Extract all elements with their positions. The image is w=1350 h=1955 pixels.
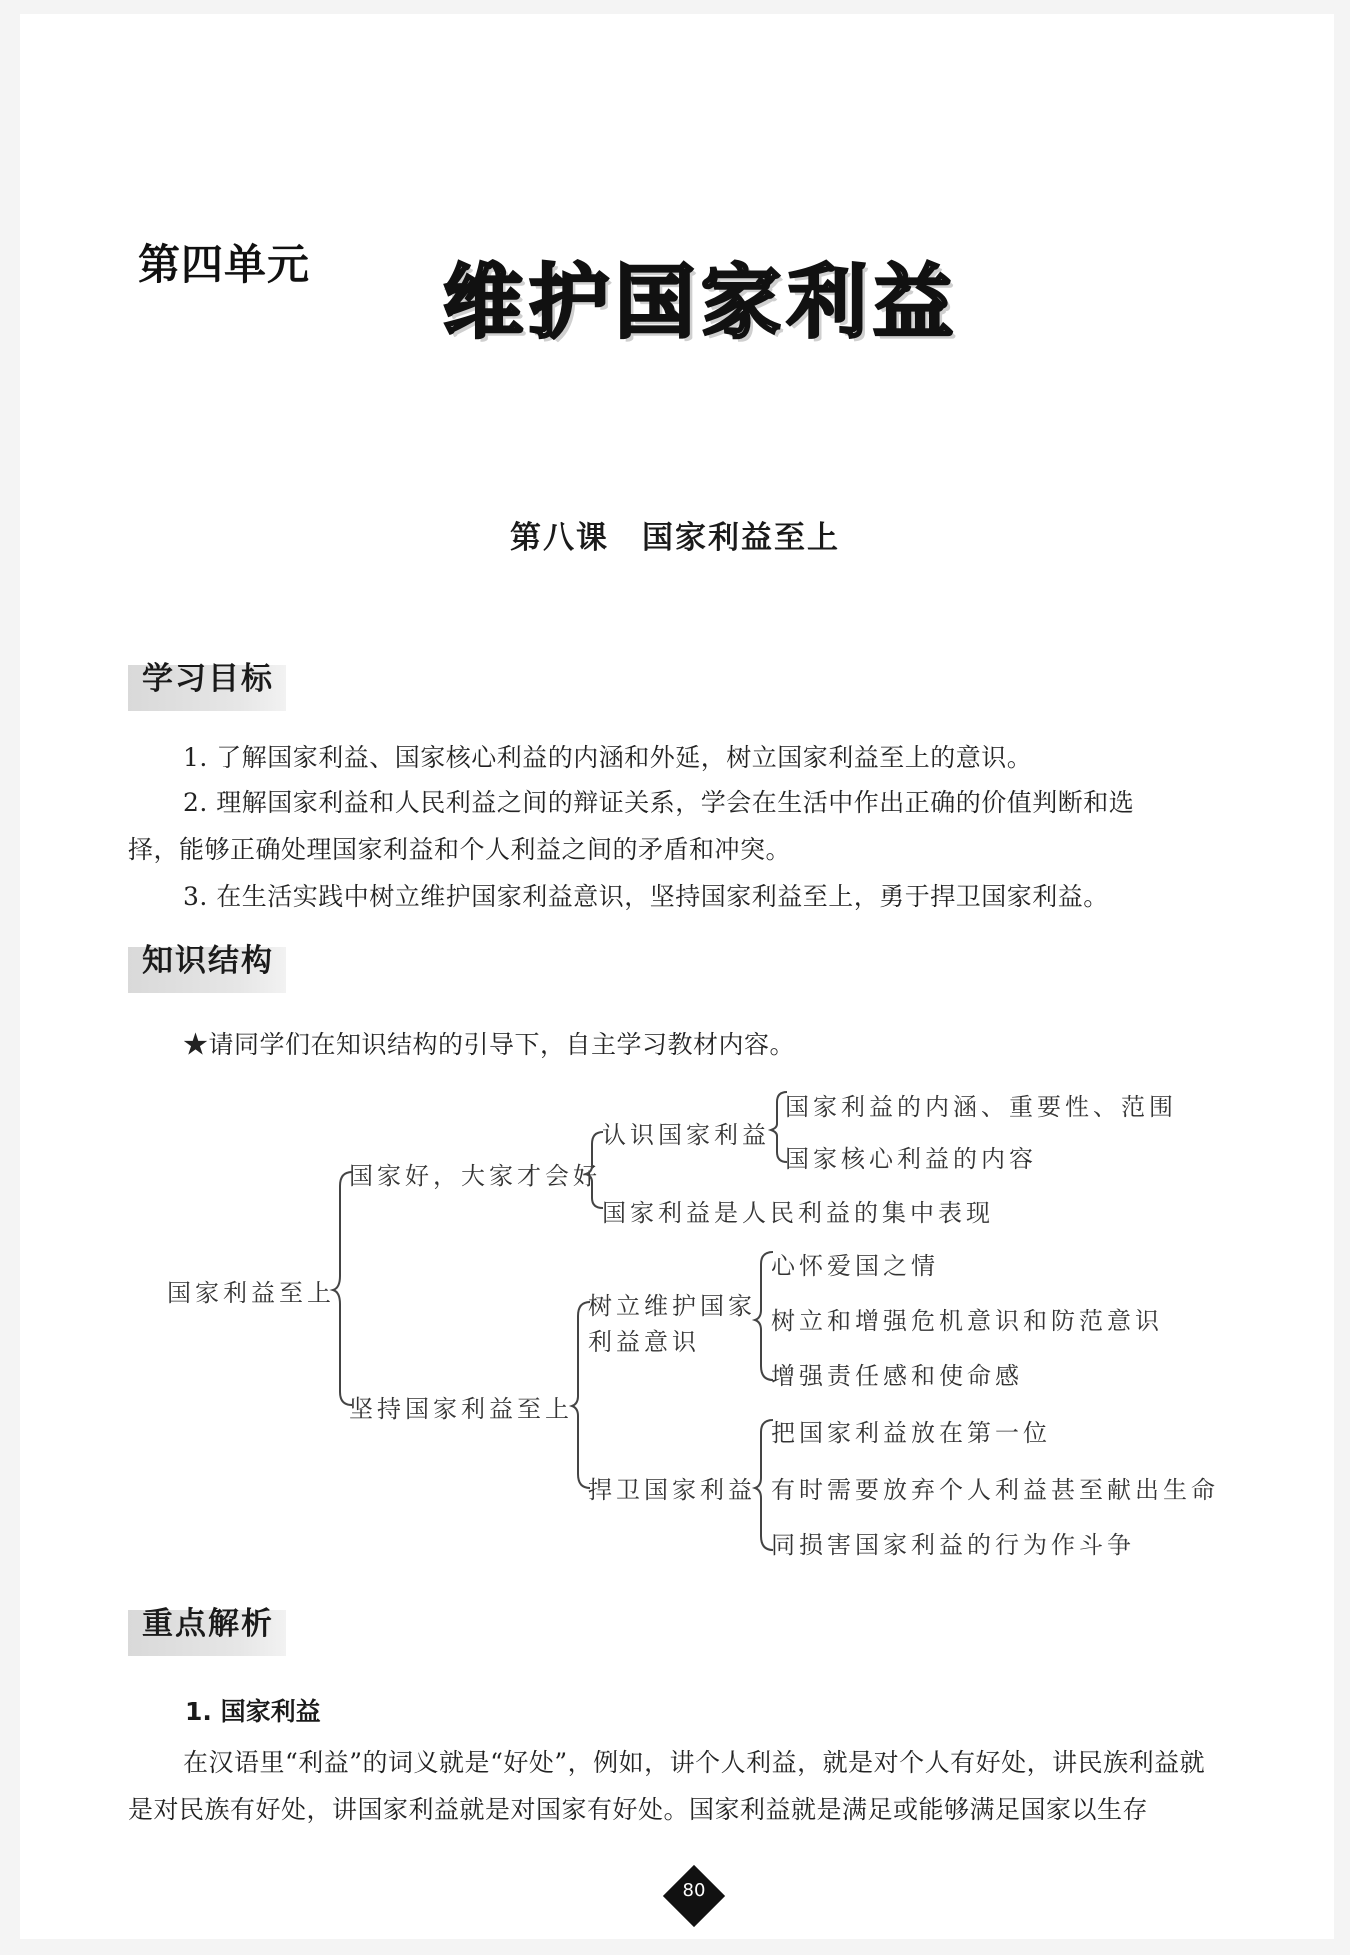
lesson-title: 第八课 国家利益至上	[510, 520, 840, 556]
objectives-section-title: 学习目标	[142, 661, 274, 697]
mindmap-branch-2-2-2: 有时需要放弃个人利益甚至献出生命	[771, 1476, 1219, 1504]
mindmap-branch-1-1-1: 国家利益的内涵、重要性、范围	[785, 1093, 1177, 1121]
mindmap-branch-2-2: 捍卫国家利益	[588, 1476, 756, 1504]
mindmap-branch-2-1-line1: 树立维护国家	[588, 1292, 756, 1320]
analysis-line-2: 是对民族有好处，讲国家利益就是对国家有好处。国家利益就是满足或能够满足国家以生存	[128, 1795, 1149, 1824]
mindmap-branch-2-1-line2: 利益意识	[588, 1328, 700, 1356]
mindmap-branch-2-1-1: 心怀爱国之情	[771, 1252, 939, 1280]
analysis-subhead: 1. 国家利益	[185, 1697, 321, 1726]
mindmap-branch-1-1-2: 国家核心利益的内容	[785, 1145, 1037, 1173]
structure-section-title: 知识结构	[142, 943, 274, 979]
page-number: 80	[682, 1880, 706, 1901]
structure-intro: ★请同学们在知识结构的引导下，自主学习教材内容。	[183, 1030, 796, 1059]
mindmap-branch-1-2: 国家利益是人民利益的集中表现	[602, 1199, 994, 1227]
objective-2: 2. 理解国家利益和人民利益之间的辩证关系，学会在生活中作出正确的价值判断和选	[183, 788, 1135, 817]
objective-3: 3. 在生活实践中树立维护国家利益意识，坚持国家利益至上，勇于捍卫国家利益。	[183, 882, 1109, 911]
unit-label: 第四单元	[138, 240, 311, 289]
mindmap-root: 国家利益至上	[167, 1279, 335, 1307]
mindmap-branch-2-1-3: 增强责任感和使命感	[771, 1362, 1023, 1390]
mindmap-branch-2-2-3: 同损害国家利益的行为作斗争	[771, 1531, 1135, 1559]
mindmap-branch-1: 国家好，大家才会好	[349, 1162, 601, 1190]
analysis-section-title: 重点解析	[142, 1606, 274, 1642]
mindmap-branch-1-1: 认识国家利益	[602, 1121, 770, 1149]
mindmap-branch-2-2-1: 把国家利益放在第一位	[771, 1419, 1051, 1447]
analysis-section-tag	[128, 1606, 286, 1656]
mindmap-branch-2: 坚持国家利益至上	[349, 1395, 573, 1423]
objective-1: 1. 了解国家利益、国家核心利益的内涵和外延，树立国家利益至上的意识。	[183, 743, 1033, 772]
objective-2-cont: 择，能够正确处理国家利益和个人利益之间的矛盾和冲突。	[128, 835, 792, 864]
mindmap-branch-2-1-2: 树立和增强危机意识和防范意识	[771, 1307, 1163, 1335]
analysis-line-1: 在汉语里“利益”的词义就是“好处”，例如，讲个人利益，就是对个人有好处，讲民族利益就	[183, 1748, 1206, 1777]
unit-title: 维护国家利益	[443, 256, 959, 349]
